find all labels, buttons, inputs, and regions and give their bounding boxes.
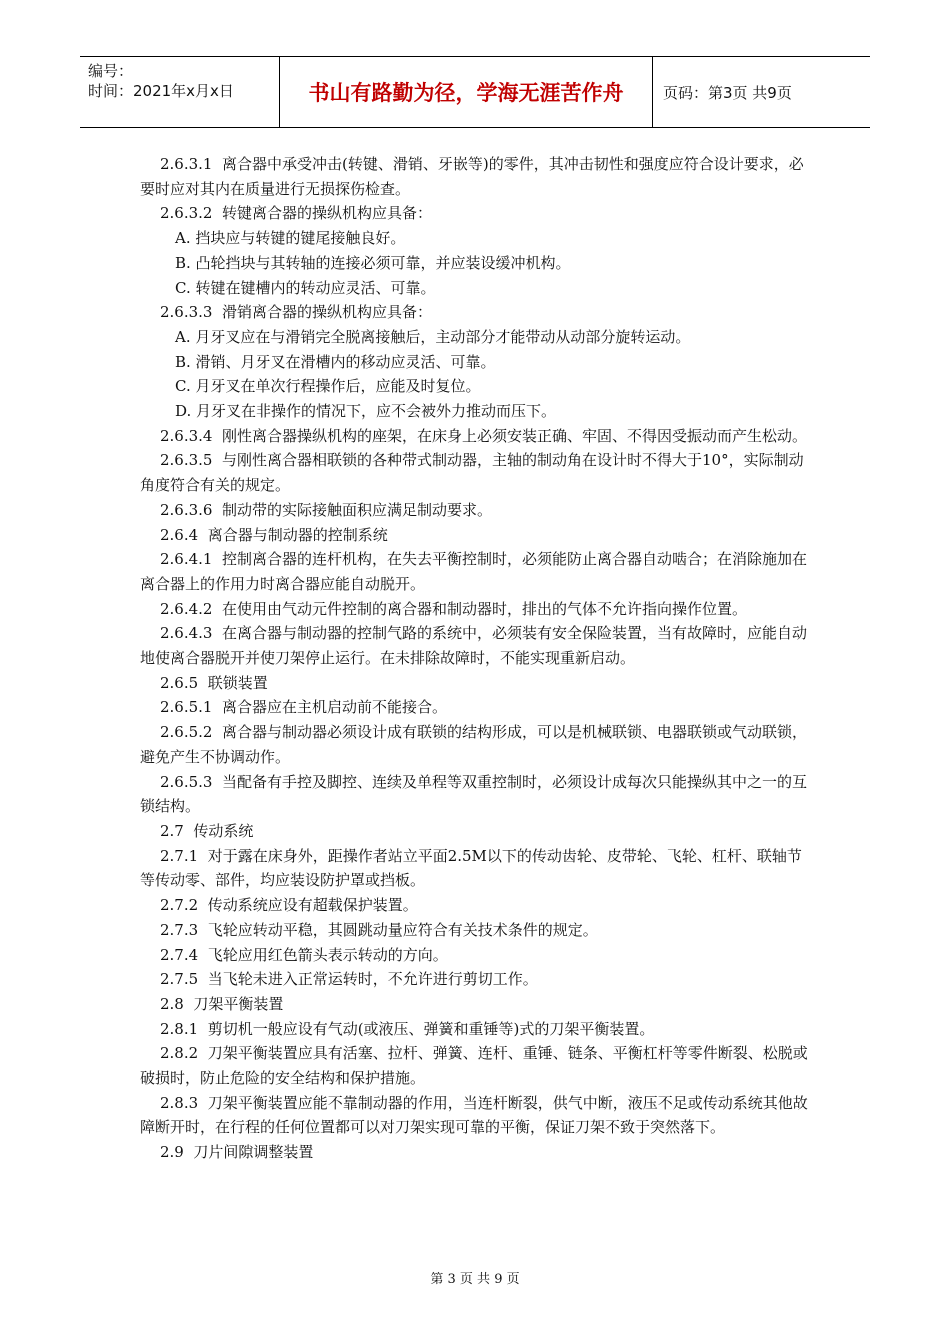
clause-paragraph: 2.7 传动系统 <box>160 821 254 840</box>
list-item: A. 挡块应与转键的键尾接触良好。 <box>175 229 406 248</box>
clause-paragraph: 2.9 刀片间隙调整装置 <box>160 1143 314 1162</box>
clause-paragraph: 2.6.3.4 刚性离合器操纵机构的座架，在床身上必须安装正确、牢固、不得因受振动而产生松动。 <box>160 426 808 445</box>
document-time-label: 时间：2021年x月x日 <box>88 82 234 100</box>
clause-paragraph: 2.6.5.3 当配备有手控及脚控、连续及单程等双重控制时，必须设计成每次只能操纵其中之一的互锁结构。 <box>140 772 808 816</box>
clause-paragraph: 2.6.4.2 在使用由气动元件控制的离合器和制动器时，排出的气体不允许指向操作位置。 <box>160 599 748 618</box>
document-number-label: 编号： <box>88 62 134 80</box>
clause-paragraph: 2.6.3.6 制动带的实际接触面积应满足制动要求。 <box>160 500 493 519</box>
document-body <box>140 152 810 1165</box>
clause-paragraph: 2.6.4.1 控制离合器的连杆机构，在失去平衡控制时，必须能防止离合器自动啮合；在消除施加在离合器上的作用力时离合器应能自动脱开。 <box>140 550 808 593</box>
page-footer: 第 3 页 共 9 页 <box>430 1272 520 1287</box>
clause-paragraph: 2.6.3.5 与刚性离合器相联锁的各种带式制动器，主轴的制动角在设计时不得大于10°，实际制动角度符合有关的规定。 <box>140 451 804 495</box>
list-item: D. 月牙叉在非操作的情况下，应不会被外力推动而压下。 <box>175 402 557 421</box>
clause-paragraph: 2.7.2 传动系统应设有超载保护装置。 <box>160 896 418 915</box>
header-motto: 书山有路勤为径，学海无涯苦作舟 <box>280 57 653 127</box>
clause-paragraph: 2.8.2 刀架平衡装置应具有活塞、拉杆、弹簧、连杆、重锤、链条、平衡杠杆等零件断裂、松脱或破损时，防止危险的安全结构和保护措施。 <box>140 1044 808 1088</box>
clause-paragraph: 2.8 刀架平衡装置 <box>160 994 284 1013</box>
clause-paragraph: 2.6.3.2 转键离合器的操纵机构应具备： <box>160 204 433 223</box>
list-item: A. 月牙叉应在与滑销完全脱离接触后，主动部分才能带动从动部分旋转运动。 <box>175 327 691 346</box>
clause-paragraph: 2.6.3.3 滑销离合器的操纵机构应具备： <box>160 303 433 322</box>
list-item: B. 凸轮挡块与其转轴的连接必须可靠，并应装设缓冲机构。 <box>175 253 571 272</box>
clause-paragraph: 2.6.3.1 离合器中承受冲击(转键、滑销、牙嵌等)的零件，其冲击韧性和强度应符合设计要求，必要时应对其内在质量进行无损探伤检查。 <box>140 155 804 198</box>
clause-paragraph: 2.8.1 剪切机一般应设有气动(或液压、弹簧和重锤等)式的刀架平衡装置。 <box>160 1019 655 1038</box>
header-page-info: 页码：第3页 共9页 <box>663 83 792 102</box>
clause-paragraph: 2.6.4.3 在离合器与制动器的控制气路的系统中，必须装有安全保险装置，当有故障时，应能自动地使离合器脱开并使刀架停止运行。在未排除故障时，不能实现重新启动。 <box>140 624 808 668</box>
list-item: B. 滑销、月牙叉在滑槽内的移动应灵活、可靠。 <box>175 352 496 371</box>
clause-paragraph: 2.6.4 离合器与制动器的控制系统 <box>160 525 388 544</box>
clause-paragraph: 2.8.3 刀架平衡装置应能不靠制动器的作用，当连杆断裂，供气中断，液压不足或传动系统其他故障断开时，在行程的任何位置都可以对刀架实现可靠的平衡，保证刀架不致于突然落下。 <box>140 1093 808 1137</box>
clause-paragraph: 2.7.5 当飞轮未进入正常运转时，不允许进行剪切工作。 <box>160 970 538 989</box>
clause-paragraph: 2.7.4 飞轮应用红色箭头表示转动的方向。 <box>160 945 448 964</box>
list-item: C. 转键在键槽内的转动应灵活、可靠。 <box>175 278 436 297</box>
clause-paragraph: 2.6.5.1 离合器应在主机启动前不能接合。 <box>160 698 448 717</box>
clause-paragraph: 2.6.5 联锁装置 <box>160 673 268 692</box>
clause-paragraph: 2.7.3 飞轮应转动平稳，其圆跳动量应符合有关技术条件的规定。 <box>160 920 598 939</box>
page-header <box>80 56 870 128</box>
header-meta <box>80 57 280 127</box>
list-item: C. 月牙叉在单次行程操作后，应能及时复位。 <box>175 377 481 396</box>
clause-paragraph: 2.7.1 对于露在床身外，距操作者站立平面2.5M以下的传动齿轮、皮带轮、飞轮、杠杆、联轴节等传动零、部件，均应装设防护罩或挡板。 <box>140 846 802 890</box>
clause-paragraph: 2.6.5.2 离合器与制动器必须设计成有联锁的结构形成，可以是机械联锁、电器联锁或气动联锁，避免产生不协调动作。 <box>140 723 808 766</box>
